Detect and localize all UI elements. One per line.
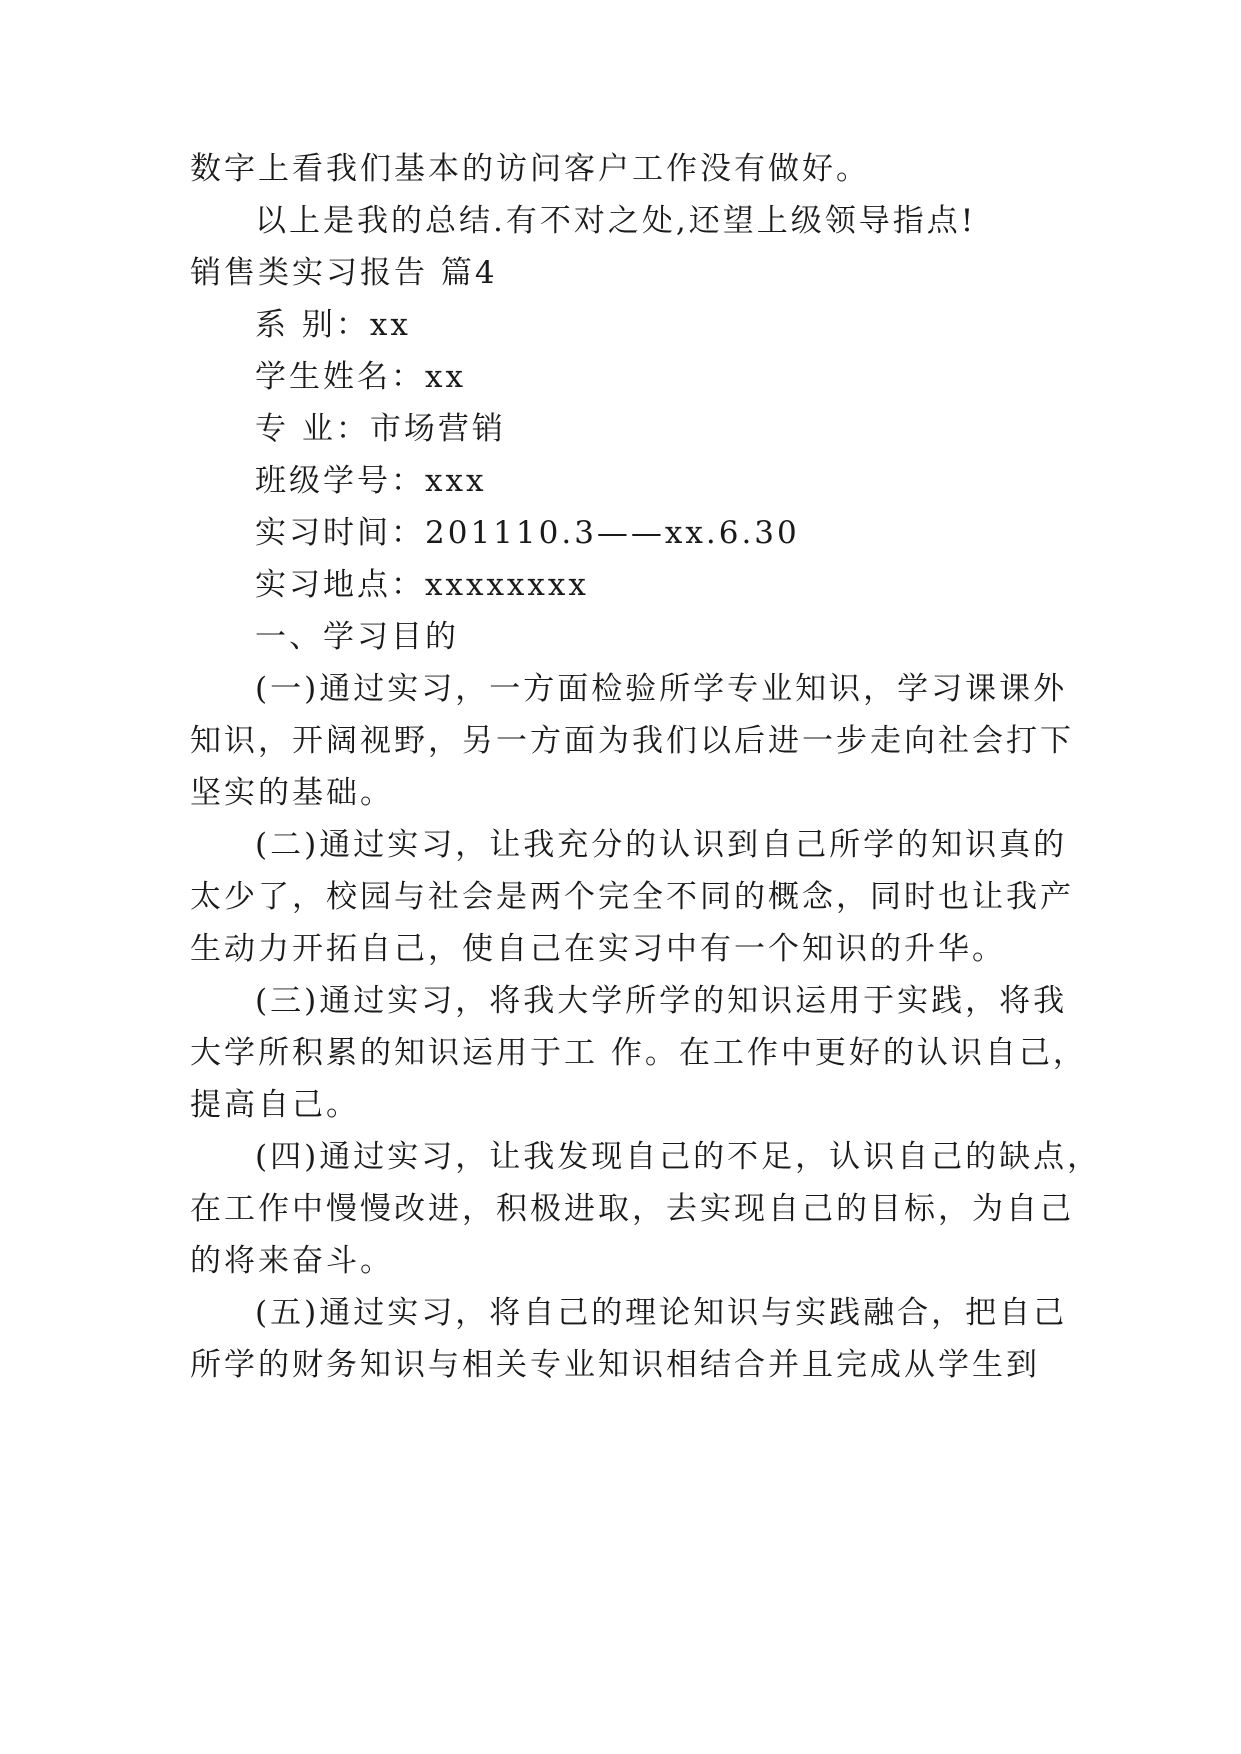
paragraph-line: 在工作中慢慢改进，积极进取，去实现自己的目标，为自己 bbox=[190, 1191, 1074, 1227]
field-class-id: 班级学号：xxx bbox=[255, 463, 487, 499]
paragraph-line: 坚实的基础。 bbox=[190, 775, 394, 811]
paragraph-line: 提高自己。 bbox=[190, 1087, 360, 1123]
field-internship-time: 实习时间：201110.3——xx.6.30 bbox=[255, 515, 800, 551]
paragraph-line: 数字上看我们基本的访问客户工作没有做好。 bbox=[190, 151, 870, 187]
paragraph-line: 知识，开阔视野，另一方面为我们以后进一步走向社会打下 bbox=[190, 723, 1074, 759]
field-student-name: 学生姓名：xx bbox=[255, 359, 466, 395]
paragraph-line: 太少了，校园与社会是两个完全不同的概念，同时也让我产 bbox=[190, 879, 1074, 915]
closing-line: 以上是我的总结.有不对之处,还望上级领导指点! bbox=[255, 203, 977, 239]
paragraph-line: (一)通过实习，一方面检验所学专业知识，学习课课外 bbox=[255, 671, 1068, 707]
paragraph-line: 所学的财务知识与相关专业知识相结合并且完成从学生到 bbox=[190, 1347, 1040, 1383]
paragraph-line: 的将来奋斗。 bbox=[190, 1243, 394, 1279]
field-department: 系 别：xx bbox=[255, 307, 411, 343]
paragraph-line: (四)通过实习，让我发现自己的不足，认识自己的缺点， bbox=[255, 1139, 1102, 1175]
paragraph-line: 大学所积累的知识运用于工 作。在工作中更好的认识自己， bbox=[190, 1035, 1087, 1071]
field-internship-place: 实习地点：xxxxxxxx bbox=[255, 567, 589, 603]
paragraph-line: (三)通过实习，将我大学所学的知识运用于实践，将我 bbox=[255, 983, 1068, 1019]
paragraph-line: 生动力开拓自己，使自己在实习中有一个知识的升华。 bbox=[190, 931, 1006, 967]
section-heading: 销售类实习报告 篇4 bbox=[190, 255, 498, 291]
field-major: 专 业：市场营销 bbox=[255, 411, 506, 447]
paragraph-line: (二)通过实习，让我充分的认识到自己所学的知识真的 bbox=[255, 827, 1068, 863]
subsection-heading: 一、学习目的 bbox=[255, 619, 459, 655]
paragraph-line: (五)通过实习，将自己的理论知识与实践融合，把自己 bbox=[255, 1295, 1068, 1331]
